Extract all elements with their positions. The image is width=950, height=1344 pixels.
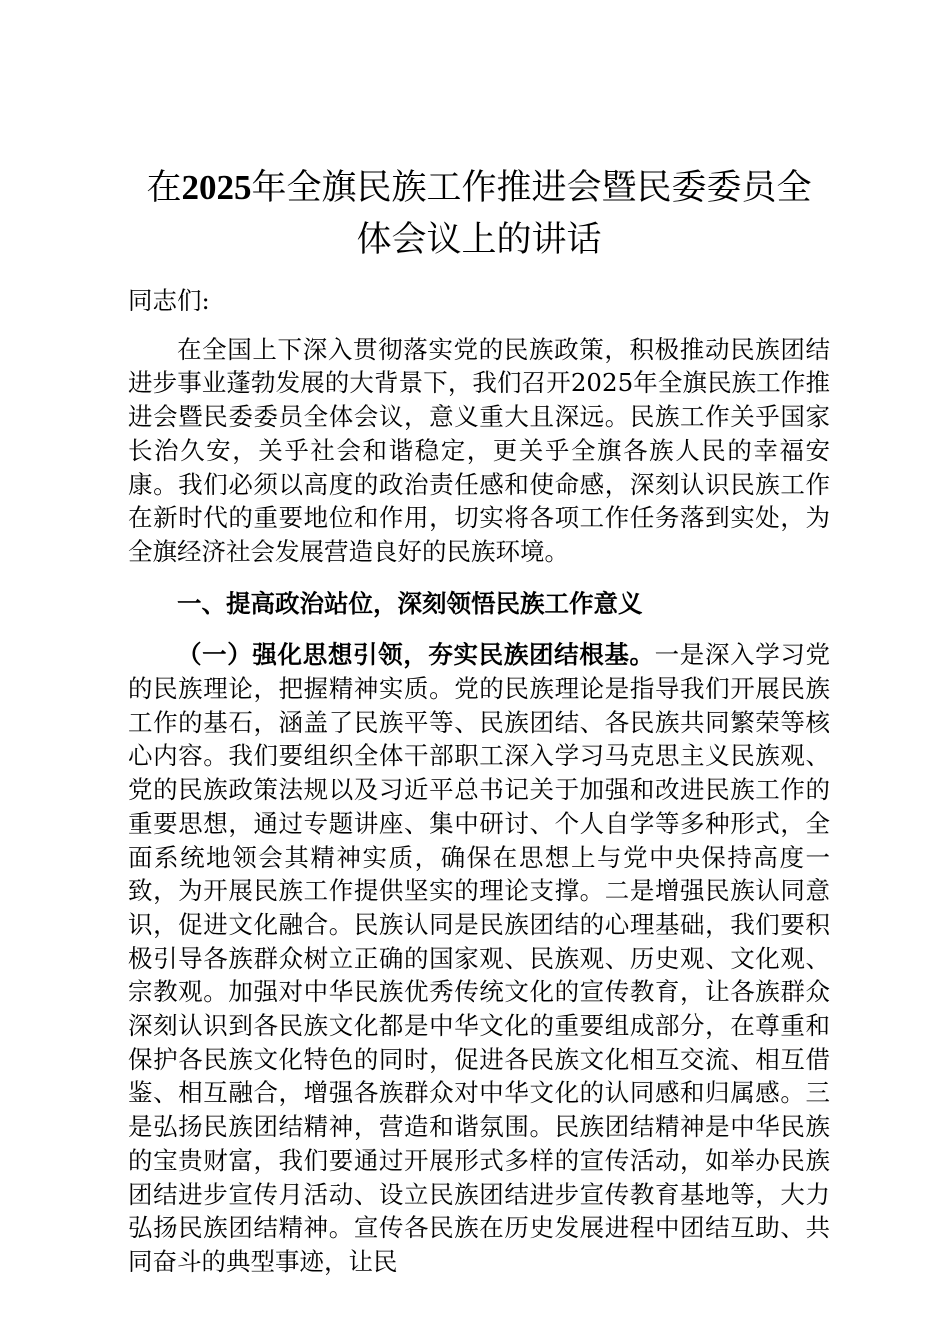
section-heading-1: 一、提高政治站位，深刻领悟民族工作意义 <box>177 588 643 618</box>
title-prefix: 在 <box>146 168 182 208</box>
salutation: 同志们: <box>128 286 210 315</box>
title-year: 2025 <box>181 168 252 207</box>
subsection-body: 一是深入学习党的民族理论，把握精神实质。党的民族理论是指导我们开展民族工作的基石，涵盖了民族平等、民族团结、各民族共同繁荣等核心内容。我们要组织全体干部职工深入学习马克思主义民族观、党的民族政策法规以及习近平总书记关于加强和改进民族工作的重要思想，通过专题讲座、集中研讨、个人自学等多种形式，全面系统地领会其精神实质，确保在思想上与党中央保持高度一致，为开展民族工作提供坚实的理论支撑。二是增强民族认同意识，促进文化融合。民族认同是民族团结的心理基础，我们要积极引导各族群众树立正确的国家观、民族观、历史观、文化观、宗教观。加强对中华民族优秀传统文化的宣传教育，让各族群众深刻认识到各民族文化都是中华文化的重要组成部分，在尊重和保护各民族文化特色的同时，促进各民族文化相互交流、相互借鉴、相互融合，增强各族群众对中华文化的认同感和归属感。三是弘扬民族团结精神，营造和谐氛围。民族团结精神是中华民族的宝贵财富，我们要通过开展形式多样的宣传活动，如举办民族团结进步宣传月活动、设立民族团结进步宣传教育基地等，大力弘扬民族团结精神。宣传各民族在历史发展进程中团结互助、共同奋斗的典型事迹，让民 <box>128 640 831 1276</box>
document-title <box>128 162 830 266</box>
title-line2: 体会议上的讲话 <box>356 220 602 260</box>
intro-paragraph: 在全国上下深入贯彻落实党的民族政策，积极推动民族团结进步事业蓬勃发展的大背景下，我们召开2025年全旗民族工作推进会暨民委委员全体会议，意义重大且深远。民族工作关乎国家长治久安，关乎社会和谐稳定，更关乎全旗各族人民的幸福安康。我们必须以高度的政治责任感和使命感，深刻认识民族工作在新时代的重要地位和作用，切实将各项工作任务落到实处，为全旗经济社会发展营造良好的民族环境。 <box>128 334 830 566</box>
subsection-paragraph-1 <box>128 638 830 1278</box>
title-line1-rest: 年全旗民族工作推进会暨民委委员全 <box>251 168 812 208</box>
subsection-lead: （一）强化思想引领，夯实民族团结根基。 <box>177 640 655 670</box>
